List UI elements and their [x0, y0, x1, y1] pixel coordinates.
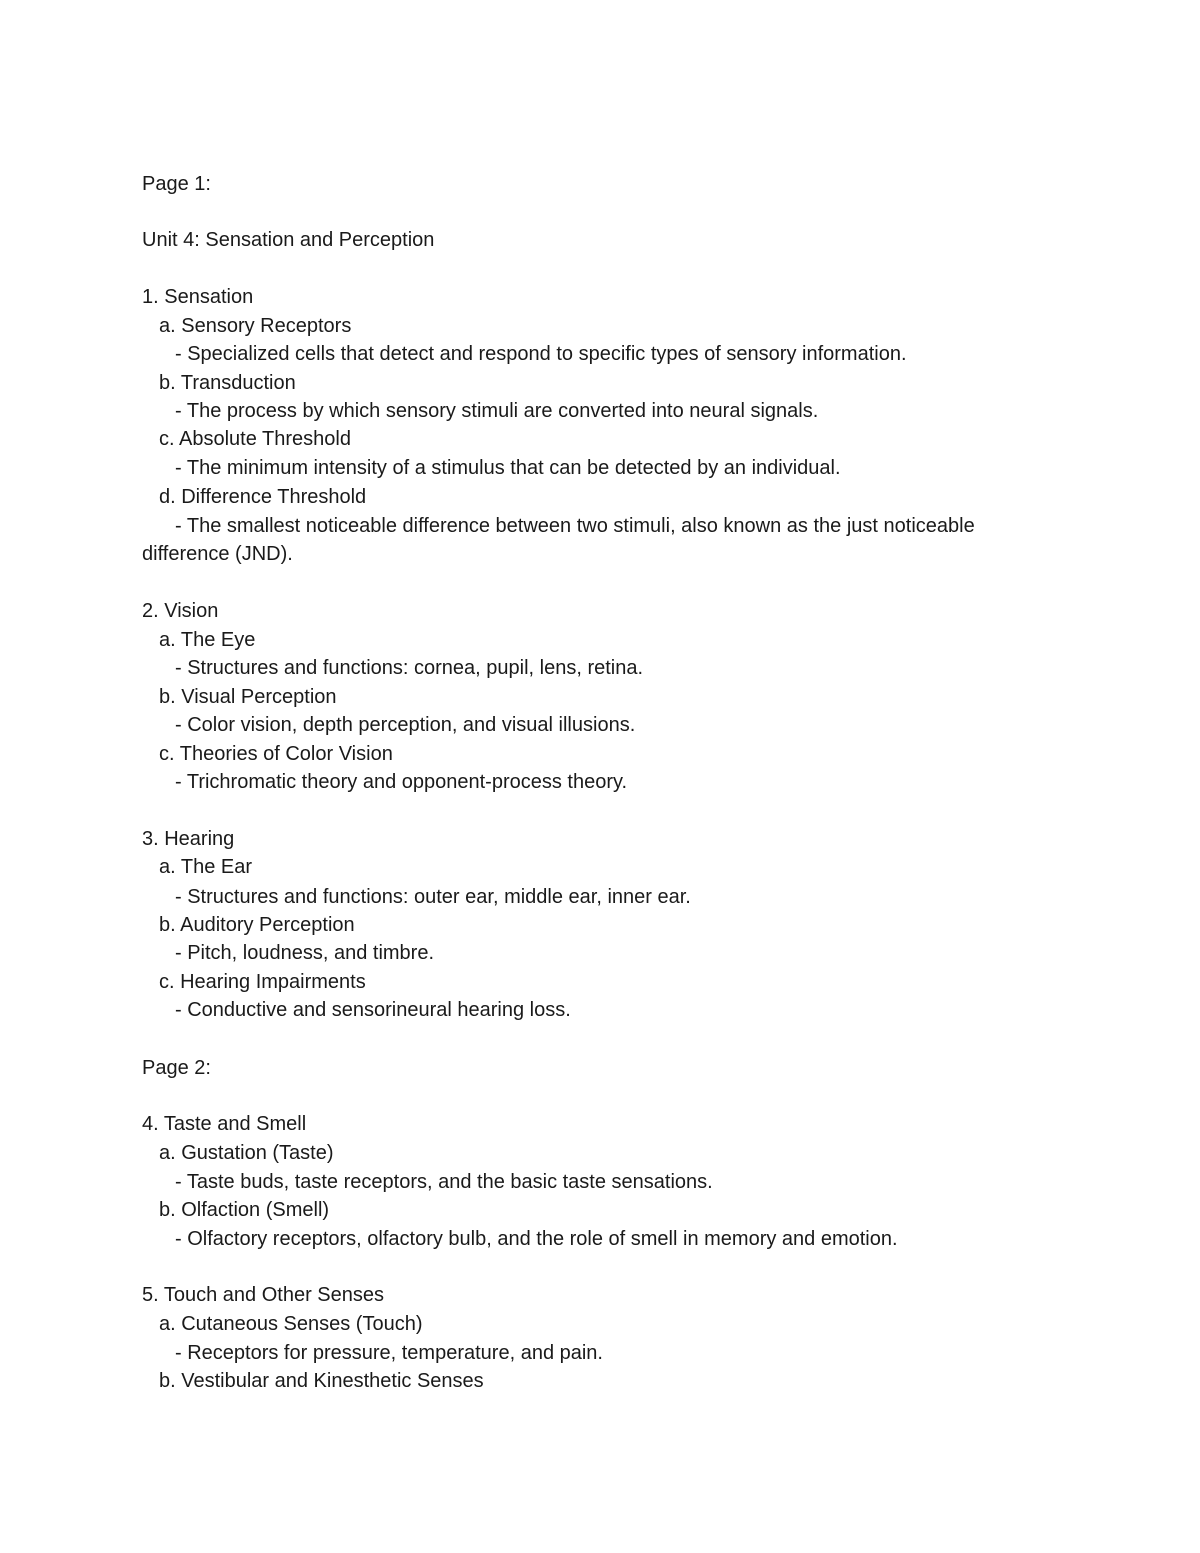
bullet-text: - Color vision, depth perception, and visual illusions. [175, 714, 636, 736]
subsection-heading: a. Cutaneous Senses (Touch) [159, 1313, 423, 1335]
bullet-text: - Conductive and sensorineural hearing loss. [175, 999, 571, 1021]
bullet-text-continuation: difference (JND). [142, 543, 293, 565]
subsection-heading: b. Olfaction (Smell) [159, 1199, 330, 1221]
page-marker: Page 2: [142, 1057, 211, 1079]
bullet-text: - Receptors for pressure, temperature, and pain. [175, 1342, 603, 1364]
section-heading: 2. Vision [142, 600, 219, 622]
section-heading: 4. Taste and Smell [142, 1113, 307, 1135]
bullet-text: - Structures and functions: cornea, pupil, lens, retina. [175, 657, 644, 679]
subsection-heading: c. Theories of Color Vision [159, 743, 393, 765]
bullet-text: - The process by which sensory stimuli are converted into neural signals. [175, 400, 819, 422]
subsection-heading: a. Gustation (Taste) [159, 1142, 334, 1164]
subsection-heading: a. The Eye [159, 629, 256, 651]
bullet-text: - The minimum intensity of a stimulus that can be detected by an individual. [175, 457, 841, 479]
section-heading: 5. Touch and Other Senses [142, 1284, 385, 1306]
bullet-text: - Specialized cells that detect and respond to specific types of sensory information. [175, 343, 907, 365]
subsection-heading: a. The Ear [159, 856, 253, 878]
subsection-heading: a. Sensory Receptors [159, 315, 352, 337]
bullet-text: - Trichromatic theory and opponent-process theory. [175, 771, 628, 793]
subsection-heading: b. Vestibular and Kinesthetic Senses [159, 1370, 484, 1392]
bullet-text: - Olfactory receptors, olfactory bulb, and the role of smell in memory and emotion. [175, 1228, 898, 1250]
bullet-text: - The smallest noticeable difference between two stimuli, also known as the just noticeable [175, 515, 975, 537]
section-heading: 1. Sensation [142, 286, 254, 308]
page-marker: Page 1: [142, 173, 211, 195]
subsection-heading: c. Hearing Impairments [159, 971, 366, 993]
subsection-heading: d. Difference Threshold [159, 486, 367, 508]
subsection-heading: b. Transduction [159, 372, 296, 394]
unit-title: Unit 4: Sensation and Perception [142, 229, 435, 251]
bullet-text: - Structures and functions: outer ear, middle ear, inner ear. [175, 886, 691, 908]
bullet-text: - Taste buds, taste receptors, and the basic taste sensations. [175, 1171, 713, 1193]
subsection-heading: b. Auditory Perception [159, 914, 355, 936]
subsection-heading: b. Visual Perception [159, 686, 337, 708]
section-heading: 3. Hearing [142, 828, 235, 850]
bullet-text: - Pitch, loudness, and timbre. [175, 942, 435, 964]
subsection-heading: c. Absolute Threshold [159, 428, 351, 450]
